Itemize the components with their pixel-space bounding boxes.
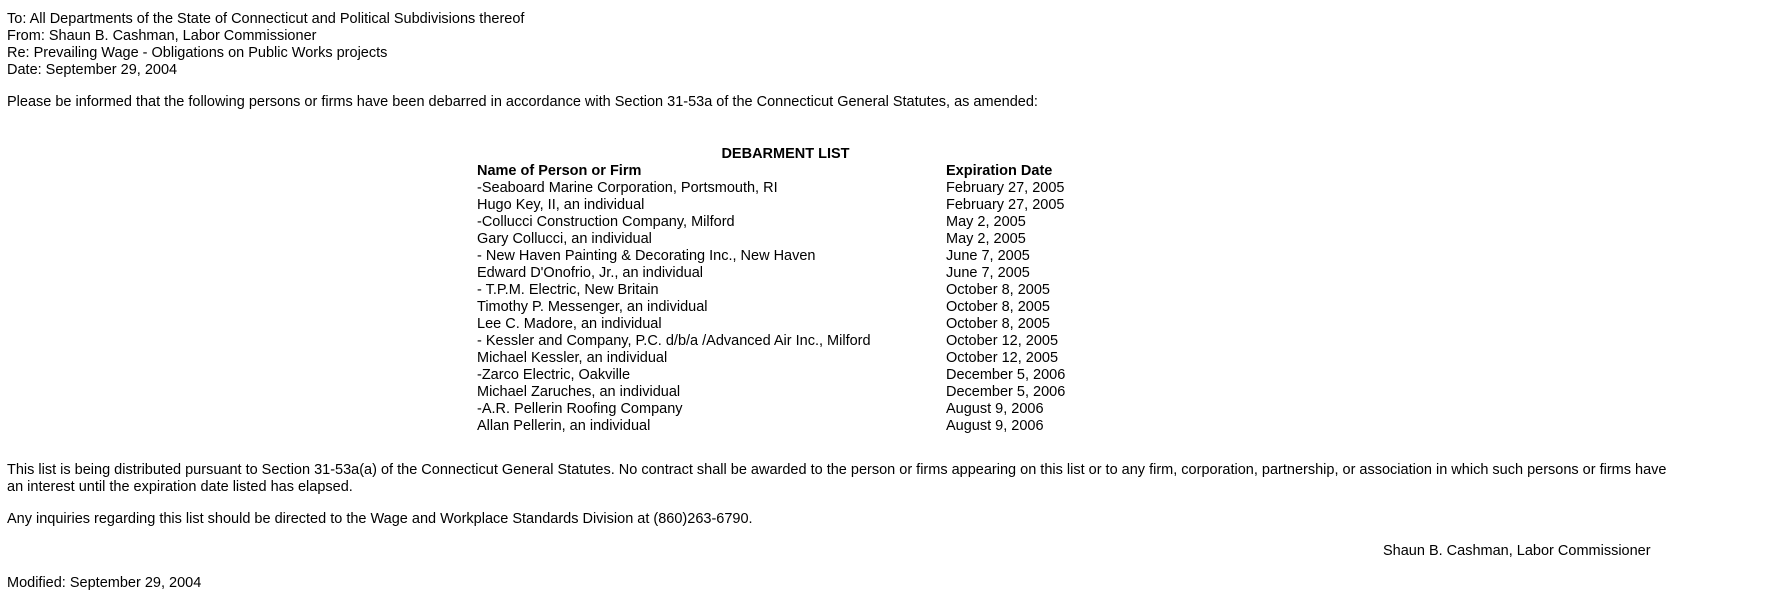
row-expiration: May 2, 2005	[946, 231, 1026, 247]
row-name: Allan Pellerin, an individual	[477, 418, 651, 434]
footer-text	[7, 462, 1667, 528]
row-expiration: December 5, 2006	[946, 384, 1066, 400]
debarment-table	[477, 163, 1065, 435]
table-row	[477, 180, 1065, 197]
row-name: Hugo Key, II, an individual	[477, 197, 645, 213]
column-header-name: Name of Person or Firm	[477, 163, 642, 179]
distribution-paragraph: This list is being distributed pursuant to Section 31-53a(a) of the Connecticut General Statutes. No contract shall be awarded to the person or firms appearing on this list or to any firm, corporation, partnership, or association in which such persons or firms have an interest until the expiration date listed has elapsed.	[7, 462, 1667, 495]
row-name: Michael Zaruches, an individual	[477, 384, 681, 400]
row-expiration: October 12, 2005	[946, 350, 1059, 366]
table-row	[477, 299, 1065, 316]
row-name: - New Haven Painting & Decorating Inc., New Haven	[477, 248, 816, 264]
row-name: -Collucci Construction Company, Milford	[477, 214, 735, 230]
memo-document	[7, 11, 1777, 111]
memo-re: Re: Prevailing Wage - Obligations on Public Works projects	[7, 45, 388, 61]
intro-paragraph: Please be informed that the following persons or firms have been debarred in accordance with Section 31-53a of the Connecticut General Statutes, as amended:	[7, 94, 1038, 110]
row-name: Edward D'Onofrio, Jr., an individual	[477, 265, 704, 281]
row-expiration: October 8, 2005	[946, 282, 1050, 298]
table-row	[477, 316, 1065, 333]
memo-to: To: All Departments of the State of Connecticut and Political Subdivisions thereof	[7, 11, 525, 27]
table-header-row	[477, 163, 1065, 180]
row-name: Lee C. Madore, an individual	[477, 316, 662, 332]
table-row	[477, 333, 1065, 350]
table-row	[477, 248, 1065, 265]
row-expiration: May 2, 2005	[946, 214, 1026, 230]
debarment-list-title: DEBARMENT LIST	[721, 146, 850, 162]
row-name: - Kessler and Company, P.C. d/b/a /Advanced Air Inc., Milford	[477, 333, 871, 349]
table-row	[477, 197, 1065, 214]
row-expiration: August 9, 2006	[946, 418, 1044, 434]
row-name: Gary Collucci, an individual	[477, 231, 652, 247]
row-name: -Zarco Electric, Oakville	[477, 367, 631, 383]
table-row	[477, 282, 1065, 299]
row-name: - T.P.M. Electric, New Britain	[477, 282, 659, 298]
row-name: Timothy P. Messenger, an individual	[477, 299, 708, 315]
table-row	[477, 401, 1065, 418]
table-row	[477, 265, 1065, 282]
inquiries-paragraph: Any inquiries regarding this list should be directed to the Wage and Workplace Standards Division at (860)263-6790.	[7, 511, 753, 527]
row-expiration: February 27, 2005	[946, 180, 1065, 196]
row-name: -Seaboard Marine Corporation, Portsmouth, RI	[477, 180, 778, 196]
table-row	[477, 384, 1065, 401]
row-expiration: October 12, 2005	[946, 333, 1059, 349]
row-expiration: December 5, 2006	[946, 367, 1066, 383]
row-expiration: August 9, 2006	[946, 401, 1044, 417]
debarment-table-body	[477, 180, 1065, 435]
table-row	[477, 367, 1065, 384]
row-name: Michael Kessler, an individual	[477, 350, 668, 366]
table-row	[477, 231, 1065, 248]
modified-date: Modified: September 29, 2004	[7, 575, 202, 591]
row-expiration: February 27, 2005	[946, 197, 1065, 213]
signature-line: Shaun B. Cashman, Labor Commissioner	[1383, 543, 1651, 559]
row-name: -A.R. Pellerin Roofing Company	[477, 401, 683, 417]
row-expiration: October 8, 2005	[946, 299, 1050, 315]
memo-from: From: Shaun B. Cashman, Labor Commissioner	[7, 28, 317, 44]
column-header-expiration: Expiration Date	[946, 163, 1053, 179]
table-row	[477, 418, 1065, 435]
memo-date: Date: September 29, 2004	[7, 62, 178, 78]
table-row	[477, 350, 1065, 367]
row-expiration: June 7, 2005	[946, 265, 1030, 281]
row-expiration: October 8, 2005	[946, 316, 1050, 332]
row-expiration: June 7, 2005	[946, 248, 1030, 264]
table-row	[477, 214, 1065, 231]
